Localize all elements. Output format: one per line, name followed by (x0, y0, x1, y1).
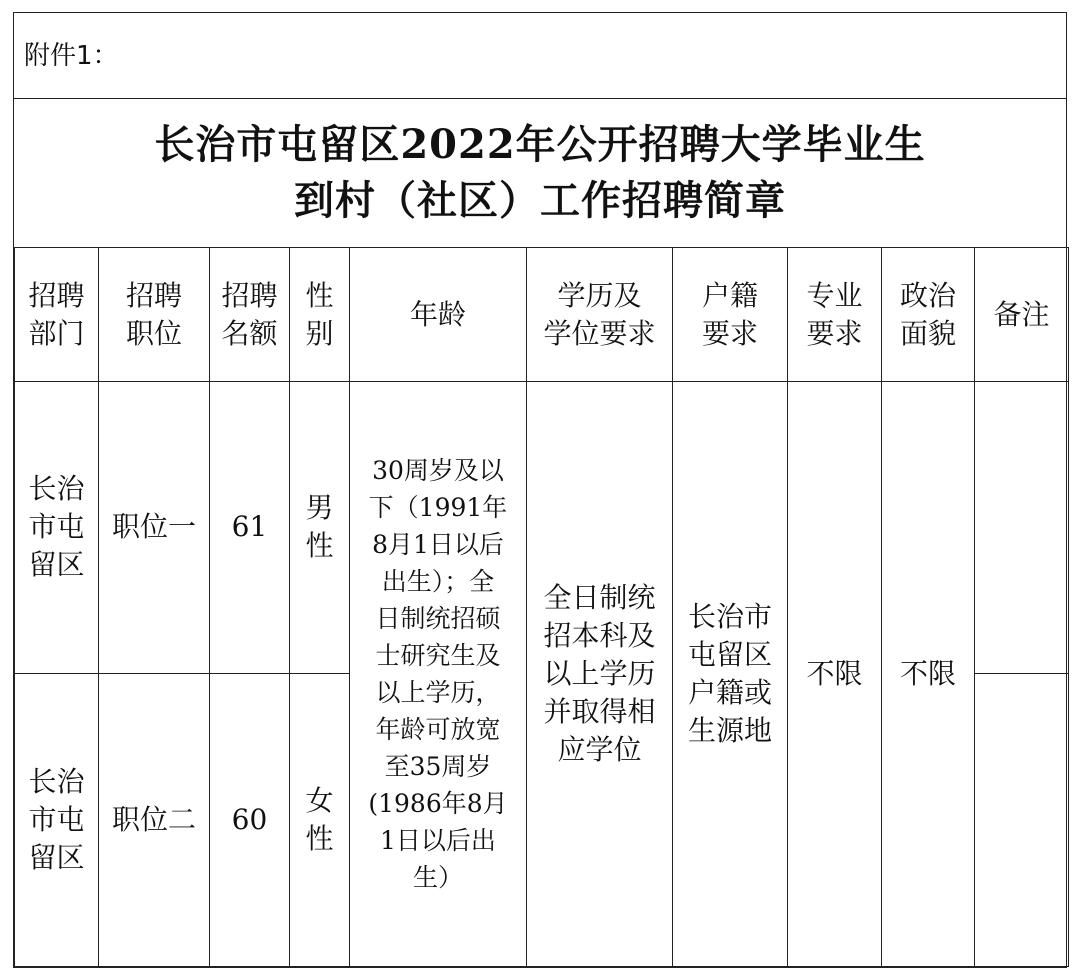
cell-political: 不限 (882, 382, 975, 967)
cell-remarks (975, 673, 1069, 966)
cell-gender: 男 性 (290, 382, 350, 673)
title-line-2: 到村（社区）工作招聘简章 (294, 177, 786, 224)
attachment-label: 附件1： (14, 13, 1066, 99)
cell-education: 全日制统 招本科及 以上学历 并取得相 应学位 (527, 382, 673, 967)
cell-quota: 61 (210, 382, 290, 673)
table-header-row (15, 248, 1069, 382)
header-major: 专业 要求 (788, 248, 882, 382)
header-quota: 招聘 名额 (210, 248, 290, 382)
cell-gender: 女 性 (290, 673, 350, 966)
cell-major: 不限 (788, 382, 882, 967)
header-age: 年龄 (350, 248, 527, 382)
cell-department: 长治 市屯 留区 (15, 673, 99, 966)
cell-remarks (975, 382, 1069, 673)
cell-quota: 60 (210, 673, 290, 966)
header-department: 招聘 部门 (15, 248, 99, 382)
table-row (15, 382, 1069, 673)
header-residence: 户籍 要求 (673, 248, 788, 382)
header-remarks: 备注 (975, 248, 1069, 382)
title-line-1: 长治市屯留区2022年公开招聘大学毕业生 (154, 121, 926, 168)
document-sheet (13, 12, 1067, 968)
cell-age: 30周岁及以 下（1991年 8月1日以后 出生）；全 日制统招硕 士研究生及 以上学历， 年龄可放宽 至35周岁 (1986年8月 1日以后出 生） (350, 382, 527, 967)
recruitment-table (14, 247, 1069, 967)
cell-position: 职位二 (99, 673, 210, 966)
cell-residence: 长治市 屯留区 户籍或 生源地 (673, 382, 788, 967)
header-position: 招聘 职位 (99, 248, 210, 382)
cell-position: 职位一 (99, 382, 210, 673)
document-title (14, 99, 1066, 247)
header-gender: 性 别 (290, 248, 350, 382)
cell-department: 长治 市屯 留区 (15, 382, 99, 673)
header-education: 学历及 学位要求 (527, 248, 673, 382)
header-political: 政治 面貌 (882, 248, 975, 382)
